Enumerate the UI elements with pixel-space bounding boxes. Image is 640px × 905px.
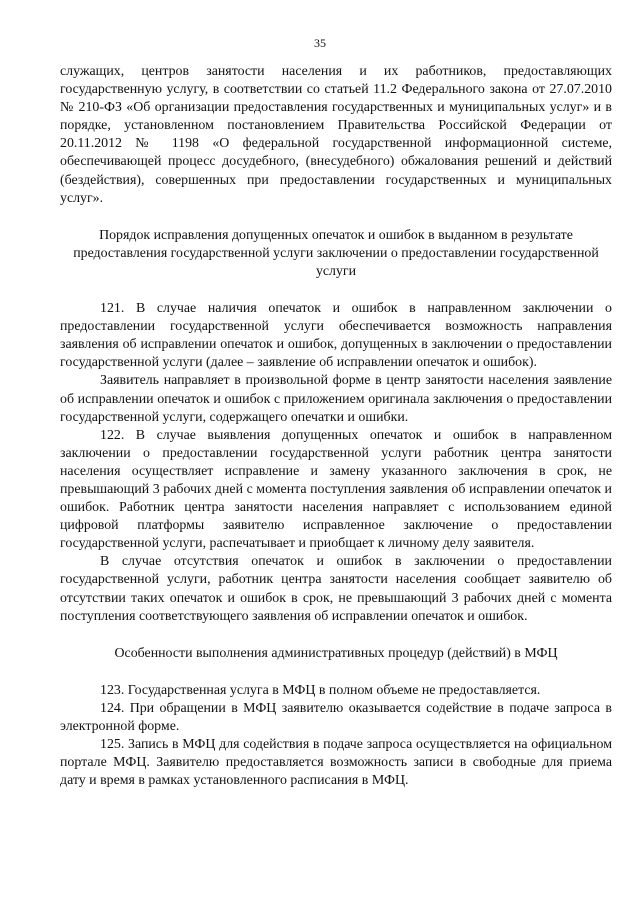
paragraph-124: 124. При обращении в МФЦ заявителю оказывается содействие в подаче запроса в электронной форме. bbox=[60, 700, 612, 734]
document-body bbox=[60, 63, 612, 790]
section-heading-corrections: Порядок исправления допущенных опечаток и ошибок в выданном в результате предоставления государственной услуги заключении о предоставлении государственной услуги bbox=[73, 227, 599, 279]
page-number: 35 bbox=[314, 36, 326, 50]
paragraph-122-absence: В случае отсутствия опечаток и ошибок в заключении о предоставлении государственной услуги, работник центра занятости населения сообщает заявителю об отсутствии таких опечаток и ошибок в срок, не превышающий 3 рабочих дней с момента поступления соответствующего заявления об исправлении опечаток и ошибок. bbox=[60, 554, 612, 624]
paragraph-121-applicant: Заявитель направляет в произвольной форме в центр занятости населения заявление об исправлении опечаток и ошибок с приложением оригинала заключения о предоставлении государственной услуги, содержащего опечатки и ошибки. bbox=[60, 373, 612, 425]
paragraph-continuation: служащих, центров занятости населения и их работников, предоставляющих государственную услугу, в соответствии со статьей 11.2 Федерального закона от 27.07.2010 № 210-ФЗ «Об организации предоставления государственных и муниципальных услуг» и в порядке, установленном постановлением Правительства Российской Федерации от 20.11.2012 № 1198 «О федеральной государственной информационной системе, обеспечивающей процесс досудебного, (внесудебного) обжалования решений и действий (бездействия), совершенных при предоставлении государственных и муниципальных услуг». bbox=[60, 64, 612, 206]
paragraph-122: 122. В случае выявления допущенных опечаток и ошибок в направленном заключении о предоставлении государственной услуги работник центра занятости населения осуществляет исправление и замену указанного заключения в срок, не превышающий 3 рабочих дней с момента поступления заявления об исправлении опечаток и ошибок. Работник центра занятости населения направляет с использованием единой цифровой платформы заявителю исправленное заключение о предоставлении государственной услуги, распечатывает и приобщает к личному делу заявителя. bbox=[60, 427, 612, 552]
section-heading-mfc: Особенности выполнения административных процедур (действий) в МФЦ bbox=[114, 645, 558, 661]
paragraph-123: 123. Государственная услуга в МФЦ в полном объеме не предоставляется. bbox=[100, 682, 541, 698]
paragraph-121: 121. В случае наличия опечаток и ошибок в направленном заключении о предоставлении государственной услуги обеспечивается возможность направления заявления об исправлении опечаток и ошибок, допущенных в заключении о предоставлении государственной услуги (далее – заявление об исправлении опечаток и ошибок). bbox=[60, 301, 612, 371]
paragraph-125: 125. Запись в МФЦ для содействия в подаче запроса осуществляется на официальном портале МФЦ. Заявителю предоставляется возможность записи в свободные для приема дату и время в рамках установленного расписания в МФЦ. bbox=[60, 737, 612, 789]
